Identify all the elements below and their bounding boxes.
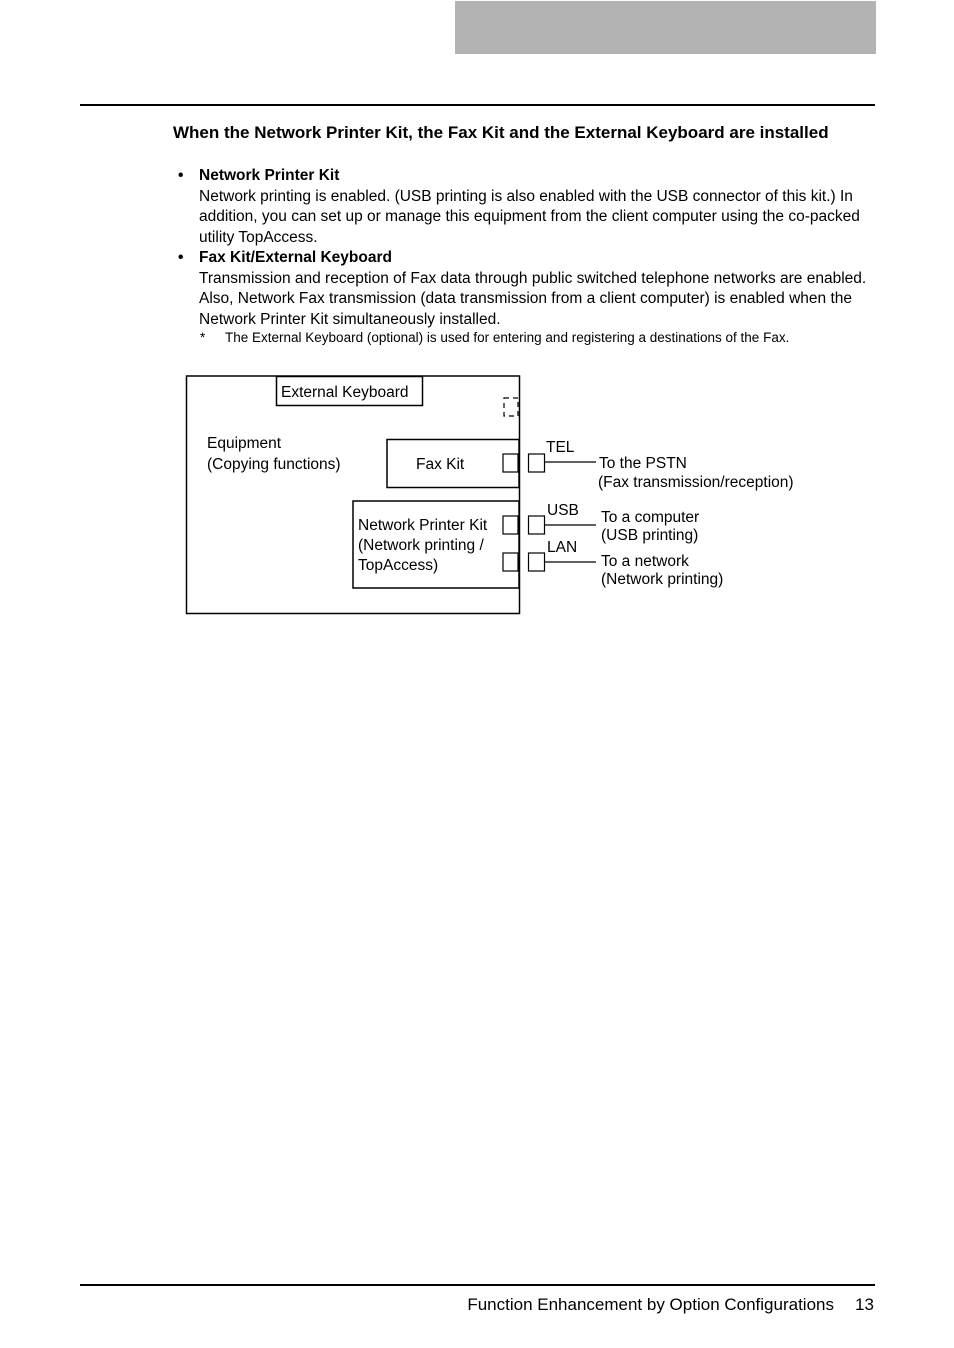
footer-title: Function Enhancement by Option Configurations [467, 1295, 834, 1314]
fax-kit-port-icon [503, 454, 518, 472]
footnote-text: The External Keyboard (optional) is used for entering and registering a destinations of the Fax. [225, 330, 790, 345]
computer-label: To a computer [601, 509, 700, 526]
npk-usb-port-icon [503, 516, 518, 534]
pstn-sublabel: (Fax transmission/reception) [598, 474, 794, 491]
bottom-rule [80, 1284, 875, 1286]
computer-sublabel: (USB printing) [601, 527, 699, 544]
section-heading: When the Network Printer Kit, the Fax Kit and the External Keyboard are installed [173, 123, 829, 142]
npk-label-line1: Network Printer Kit [358, 517, 488, 534]
npk-label-line2: (Network printing / [358, 537, 484, 554]
fax-kit-label: Fax Kit [416, 456, 465, 473]
pstn-label: To the PSTN [599, 455, 687, 472]
external-keyboard-label: External Keyboard [281, 384, 409, 401]
bullet-text: Transmission and reception of Fax data through public switched telephone networks are enabled. Also, Network Fax transmission (data transmission from a client computer) is enabled when the Network Printer Kit simultaneously installed. [199, 269, 867, 328]
network-label: To a network [601, 553, 689, 570]
keyboard-port-icon [504, 398, 518, 416]
tel-label: TEL [546, 439, 575, 456]
equipment-sublabel: (Copying functions) [207, 456, 341, 473]
page-number: 13 [855, 1295, 874, 1314]
network-sublabel: (Network printing) [601, 571, 724, 588]
configuration-diagram [0, 0, 954, 640]
npk-label-line3: TopAccess) [358, 557, 439, 574]
lan-label: LAN [547, 539, 578, 556]
equipment-label: Equipment [207, 435, 282, 452]
bullet-icon: • [178, 249, 184, 266]
tel-connector-icon [529, 454, 545, 472]
usb-connector-icon [529, 516, 545, 534]
bullet-title: Fax Kit/External Keyboard [199, 249, 392, 266]
bullet-icon: • [178, 167, 184, 184]
npk-lan-port-icon [503, 553, 518, 571]
usb-label: USB [547, 502, 579, 519]
footnote-marker: * [200, 330, 206, 345]
bullet-title: Network Printer Kit [199, 167, 340, 184]
bullet-text: Network printing is enabled. (USB printing is also enabled with the USB connector of this kit.) In addition, you can set up or manage this equipment from the client computer using the co-packed utility TopAccess. [199, 187, 860, 246]
lan-connector-icon [529, 553, 545, 571]
